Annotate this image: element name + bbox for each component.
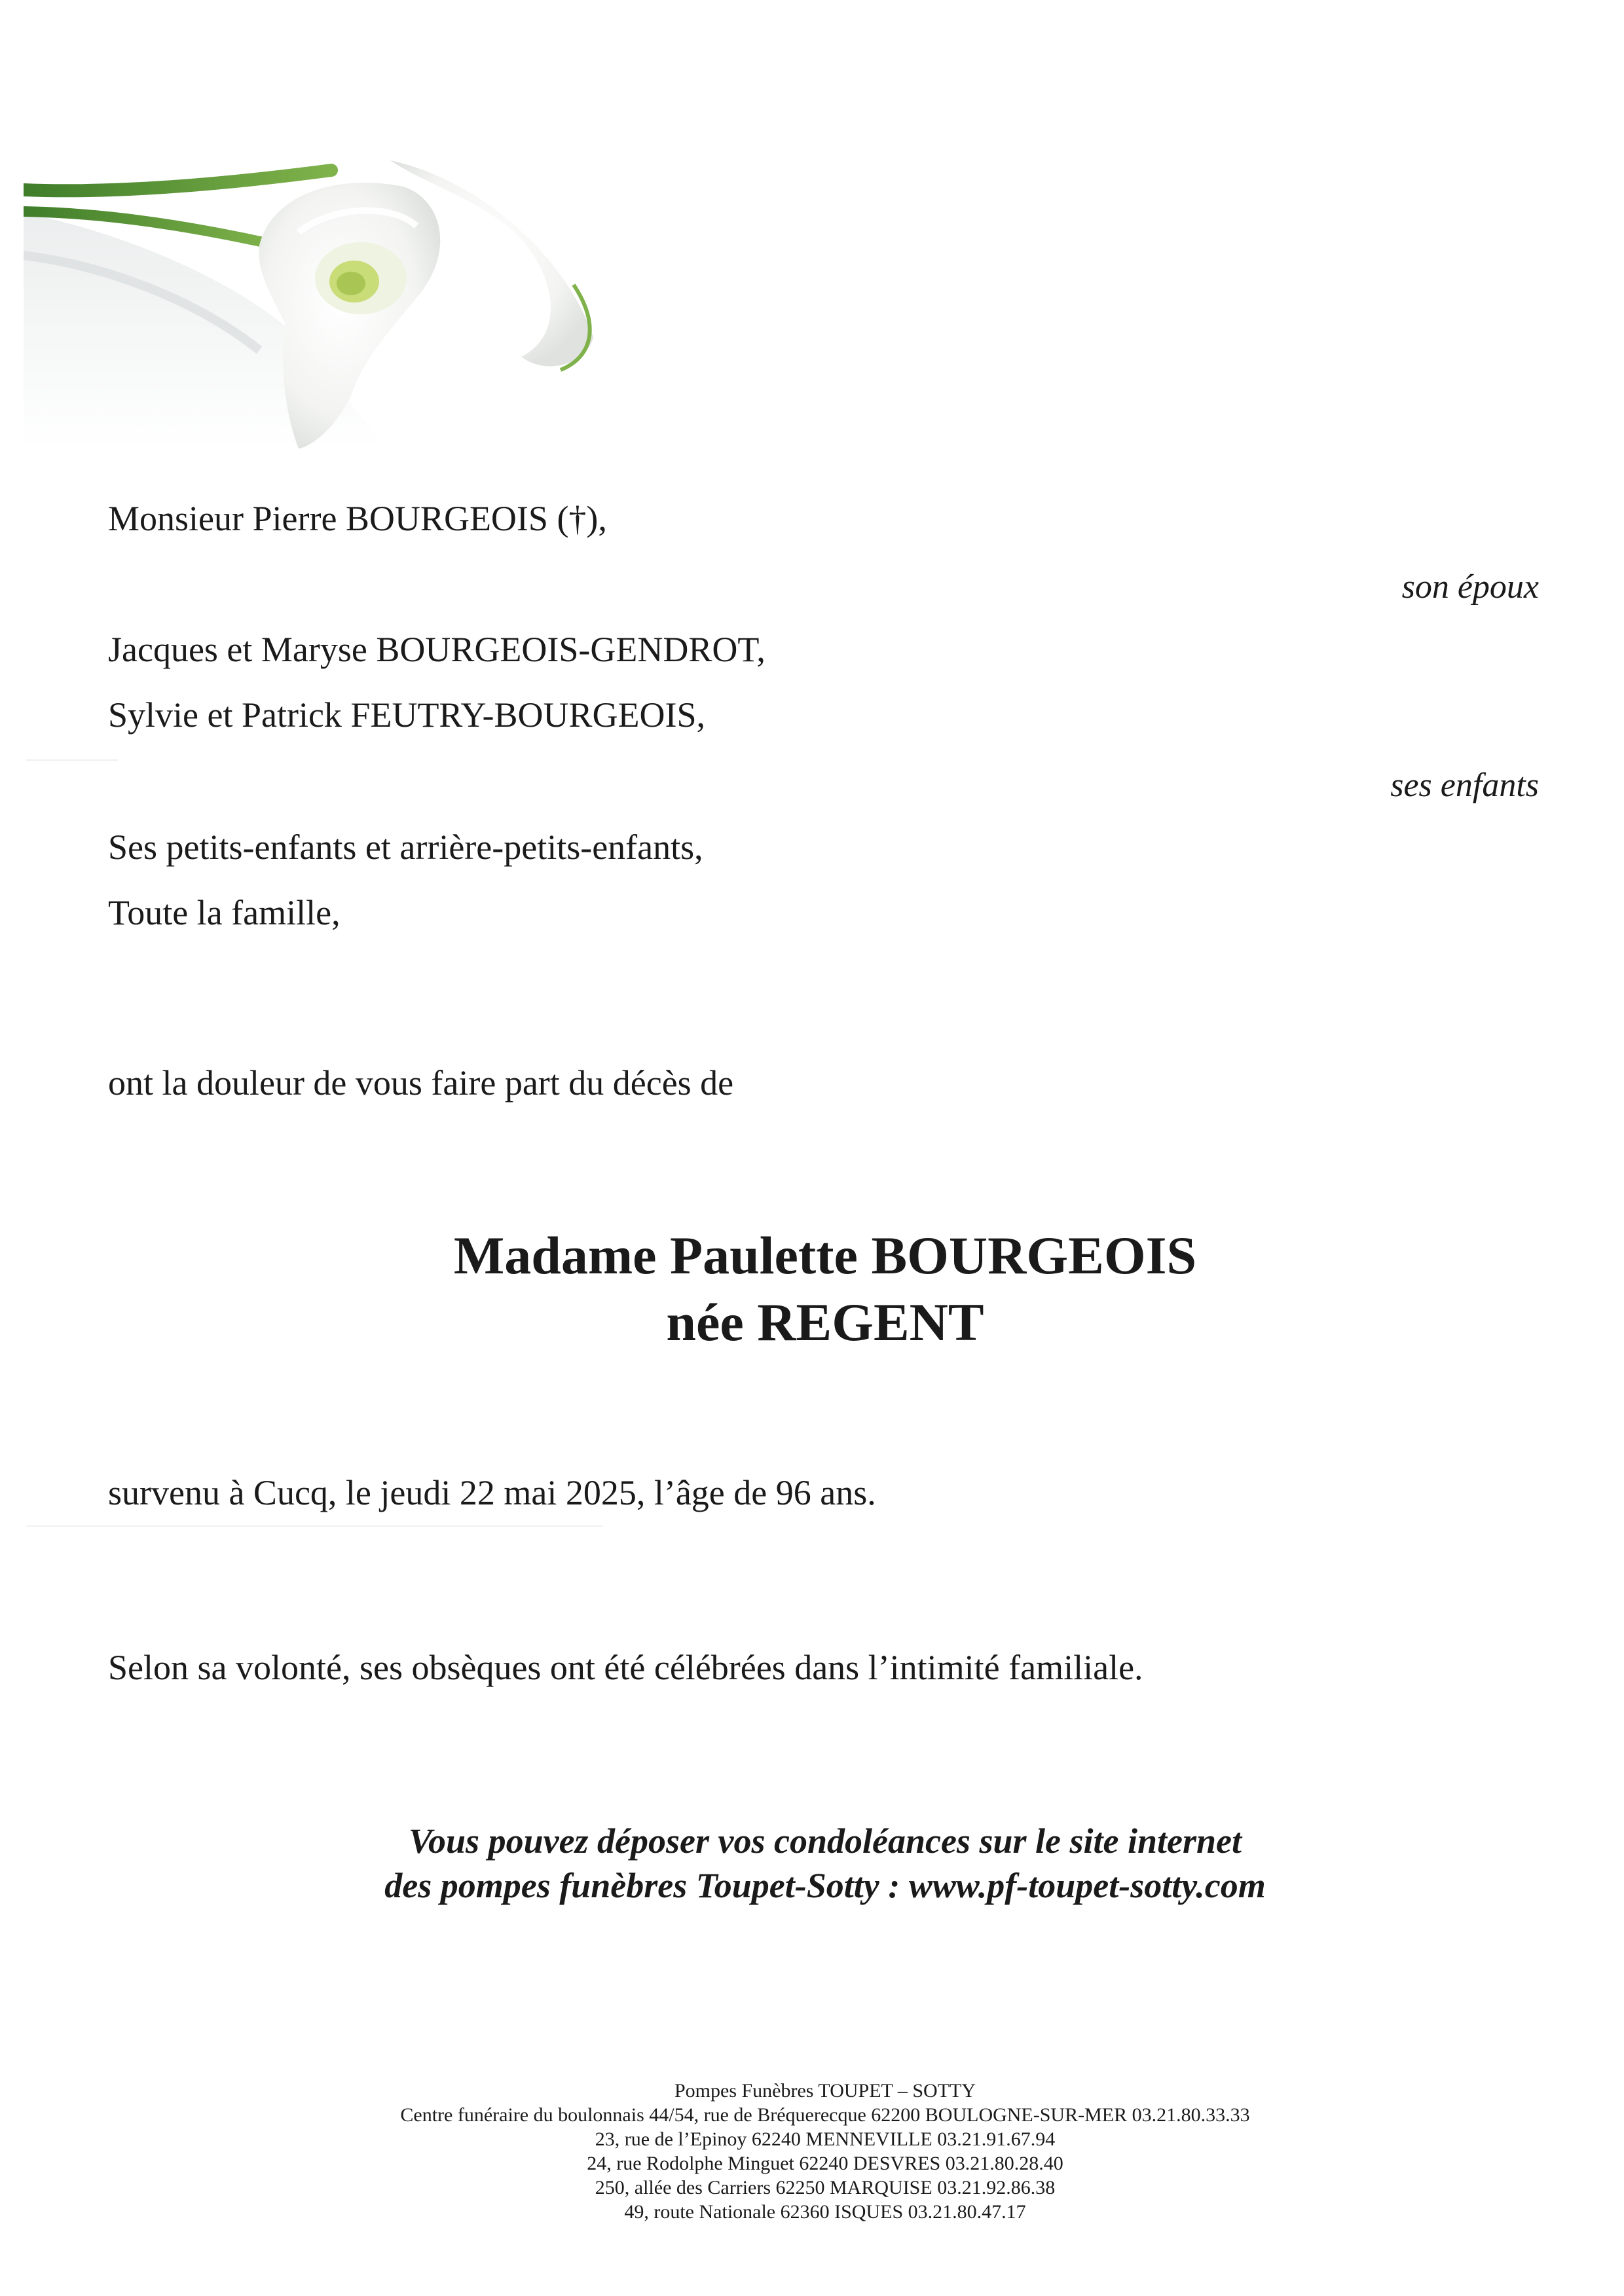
scan-artifact-divider [26, 1525, 602, 1527]
footer-address-4: 250, allée des Carriers 62250 MARQUISE 03.21.92.86.38 [595, 2177, 1056, 2198]
scan-artifact-divider [26, 759, 118, 761]
footer-address-5: 49, route Nationale 62360 ISQUES 03.21.80.47.17 [624, 2201, 1026, 2223]
funeral-home-footer [0, 2079, 1624, 2224]
relative-line-grandchildren: Ses petits-enfants et arrière-petits-enfants, [108, 828, 703, 867]
footer-address-1: Centre funéraire du boulonnais 44/54, rue de Bréquerecque 62200 BOULOGNE-SUR-MER 03.21.80.33.33 [400, 2104, 1250, 2126]
footer-address-3: 24, rue Rodolphe Minguet 62240 DESVRES 03.21.80.28.40 [587, 2153, 1063, 2174]
deceased-maiden-name: née REGENT [666, 1292, 984, 1352]
relative-line-child-1: Jacques et Maryse BOURGEOIS-GENDROT, [108, 630, 766, 669]
deceased-name: Madame Paulette BOURGEOIS [453, 1226, 1197, 1285]
relative-line-spouse: Monsieur Pierre BOURGEOIS (†), [108, 499, 607, 538]
funeral-note: Selon sa volonté, ses obsèques ont été célébrées dans l’intimité familiale. [108, 1648, 1143, 1687]
condolences-line-2: des pompes funèbres Toupet-Sotty : www.pf-toupet-sotty.com [384, 1866, 1266, 1905]
role-children: ses enfants [1390, 767, 1539, 804]
condolences-line-1: Vous pouvez déposer vos condoléances sur le site internet [408, 1821, 1242, 1861]
death-details: survenu à Cucq, le jeudi 22 mai 2025, l’âge de 96 ans. [108, 1473, 876, 1512]
footer-company: Pompes Funèbres TOUPET – SOTTY [674, 2080, 976, 2102]
relative-line-family: Toute la famille, [108, 893, 341, 932]
relative-line-child-2: Sylvie et Patrick FEUTRY-BOURGEOIS, [108, 695, 705, 735]
footer-address-2: 23, rue de l’Epinoy 62240 MENNEVILLE 03.21.91.67.94 [595, 2128, 1056, 2150]
calla-lily-illustration [24, 141, 626, 448]
announcement-intro: ont la douleur de vous faire part du décès de [108, 1063, 734, 1102]
role-spouse: son époux [1401, 568, 1539, 606]
